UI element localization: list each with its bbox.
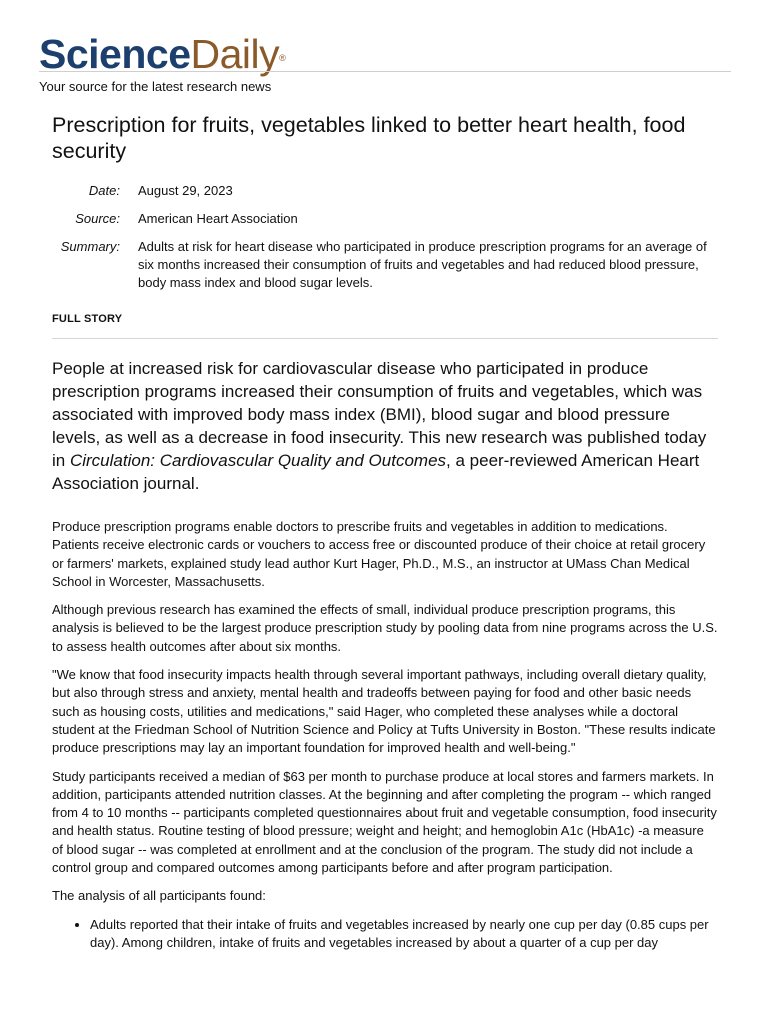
meta-date-value: August 29, 2023 <box>138 183 233 198</box>
body-paragraph-2: Although previous research has examined the effects of small, individual produce prescription programs, this analysis is believed to be the largest produce prescription study by pooling data from nine programs across the U.S. to assess health outcomes after about six months. <box>52 602 718 654</box>
article <box>52 112 718 952</box>
meta-date-label: Date: <box>88 183 120 198</box>
meta-source-label: Source: <box>75 211 120 226</box>
finding-item: • Adults reported that their intake of fruits and vegetables increased by nearly one cup per day (0.85 cups per day). Among children, intake of fruits and vegetables increased by about a quarter of a cup per day <box>90 916 718 953</box>
body-paragraph-3: "We know that food insecurity impacts health through several important pathways, including overall dietary quality, but also through stress and anxiety, mental health and tradeoffs between paying for food and other basic needs such as housing costs, utilities and medications," said Hager, who completed these analyses while a doctoral student at the Friedman School of Nutrition Science and Policy at Tufts University in Boston. "These results indicate produce prescriptions may lay an important foundation for improved health and well-being." <box>52 667 716 756</box>
sciencedaily-logo[interactable] <box>39 32 731 76</box>
findings-list <box>52 916 718 953</box>
body-paragraph-4: Study participants received a median of $63 per month to purchase produce at local stores and farmers markets. In addition, participants attended nutrition classes. At the beginning and after completing the program -- which ranged from 4 to 10 months -- participants completed questionnaires about fruit and vegetable consumption, food insecurity and health status. Routine testing of blood pressure; weight and height; and hemoglobin A1c (HbA1c) -a measure of blood sugar -- was completed at enrollment and at the conclusion of the program. The study did not include a control group and compared outcomes among participants before and after program participation. <box>52 768 717 876</box>
registered-mark: ® <box>279 53 286 63</box>
logo-daily-text: Daily <box>190 31 280 77</box>
meta-summary-label: Summary: <box>60 239 120 254</box>
lede-text: People at increased risk for cardiovascular disease who participated in produce prescription programs increased their consumption of fruits and vegetables, which was associated with improved body mass index (BMI), blood sugar and blood pressure levels, as well as a decrease in food insecurity. This new research was published today in <box>52 359 707 470</box>
journal-name: Circulation: Cardiovascular Quality and Outcomes <box>69 451 447 470</box>
logo-science-text: Science <box>39 31 191 77</box>
article-title: Prescription for fruits, vegetables linked to better heart health, food security <box>52 113 686 163</box>
body-paragraph-5: The analysis of all participants found: <box>52 888 266 904</box>
meta-source-row <box>52 210 718 228</box>
meta-summary-row <box>52 238 718 292</box>
meta-source-value: American Heart Association <box>138 211 298 226</box>
meta-summary-value: Adults at risk for heart disease who participated in produce prescription programs for an average of six months increased their consumption of fruits and vegetables and had reduced blood pressure, body mass index and blood sugar levels. <box>138 239 707 290</box>
lede-text-end: , a peer-reviewed American Heart Association journal. <box>52 451 700 493</box>
tagline: Your source for the latest research news <box>39 79 272 94</box>
article-meta <box>52 182 718 292</box>
full-story-heading: FULL STORY <box>52 313 123 325</box>
masthead <box>39 32 731 94</box>
body-paragraph-1: Produce prescription programs enable doctors to prescribe fruits and vegetables in addition to medications. Patients receive electronic cards or vouchers to access free or discounted produce of their choice at retail grocery or farmers' markets, explained study lead author Kurt Hager, Ph.D., M.S., an instructor at UMass Chan Medical School in Worcester, Massachusetts. <box>52 519 706 589</box>
masthead-divider <box>39 71 731 72</box>
meta-date-row <box>52 182 718 200</box>
lede-paragraph <box>52 357 718 495</box>
full-story-divider <box>52 338 718 339</box>
